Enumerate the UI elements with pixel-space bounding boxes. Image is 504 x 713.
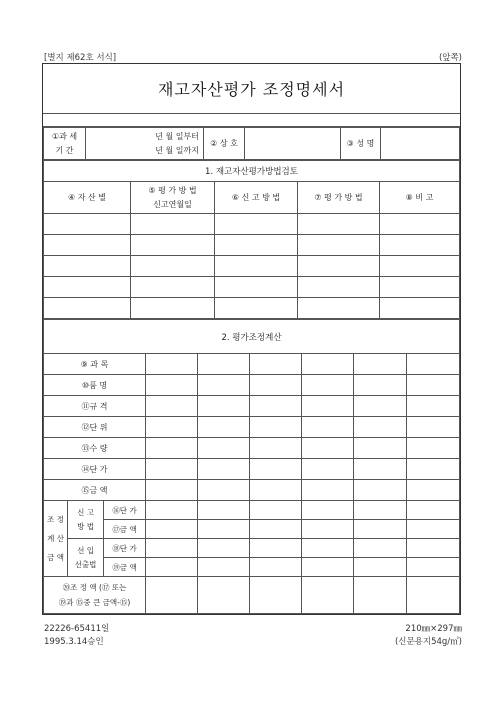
cell[interactable]: [146, 459, 198, 480]
cell[interactable]: [298, 256, 380, 277]
cell[interactable]: [250, 501, 302, 520]
col-method-date: [131, 182, 215, 214]
cell[interactable]: [198, 577, 250, 614]
cell[interactable]: [302, 459, 354, 480]
adjustment-amount-label: [44, 577, 146, 614]
cell[interactable]: [250, 375, 302, 396]
cell[interactable]: [354, 438, 407, 459]
row-item-name: ⑩품 명: [44, 375, 146, 396]
fifo-line2: 선출법: [74, 559, 97, 569]
adjust-label-line2: 계 산: [47, 534, 64, 543]
amount-a: ⑰금 액: [104, 520, 146, 539]
cell[interactable]: [354, 459, 407, 480]
cell[interactable]: [354, 417, 407, 438]
adjustment-line1: ⑳조 정 액 (⑰ 또는: [62, 583, 127, 592]
paper-size: 210㎜×297㎜: [405, 624, 462, 634]
cell[interactable]: [250, 558, 302, 577]
section1-title: 1. 재고자산평가방법검토: [44, 161, 460, 182]
period-label-line2: 기 간: [55, 145, 74, 155]
cell[interactable]: [298, 298, 380, 319]
cell[interactable]: [380, 277, 460, 298]
cell[interactable]: [380, 235, 460, 256]
cell[interactable]: [354, 501, 407, 520]
cell[interactable]: [354, 539, 407, 558]
section2-table: [43, 319, 460, 614]
row-amount: ⑮금 액: [44, 480, 146, 501]
adjust-label-line1: 조 정: [47, 515, 64, 524]
col-method-date-line2: 신고연월일: [153, 199, 192, 209]
cell[interactable]: [354, 558, 407, 577]
info-table: [43, 127, 460, 160]
paper-type: (신문용지54g/㎡): [394, 637, 462, 647]
cell[interactable]: [407, 438, 460, 459]
cell[interactable]: [354, 520, 407, 539]
adjust-label-line3: 금 액: [47, 553, 64, 562]
form-code: 22226-65411일: [44, 624, 110, 634]
cell[interactable]: [298, 235, 380, 256]
row-subject: ⑨ 과 목: [44, 354, 146, 375]
company-label: ② 상 호: [204, 128, 245, 160]
fifo-line1: 선 입: [77, 545, 94, 555]
col-method-date-line1: ⑤ 평 가 방 법: [148, 185, 197, 195]
cell[interactable]: [131, 214, 215, 235]
col-remarks: ⑧ 비 고: [380, 182, 460, 214]
cell[interactable]: [302, 354, 354, 375]
cell[interactable]: [131, 235, 215, 256]
name-label: ③ 성 명: [341, 128, 381, 160]
cell[interactable]: [250, 354, 302, 375]
section1-table: [43, 160, 460, 319]
cell[interactable]: [250, 577, 302, 614]
adjustment-line2: ⑲과 ⑮중 큰 금액-⑮): [58, 598, 131, 607]
cell[interactable]: [250, 438, 302, 459]
cell[interactable]: [407, 417, 460, 438]
declared-line1: 신 고: [77, 507, 94, 517]
cell[interactable]: [215, 214, 298, 235]
cell[interactable]: [407, 577, 460, 614]
cell[interactable]: [198, 459, 250, 480]
cell[interactable]: [146, 480, 198, 501]
col-valuation-method: ⑦ 평 가 방 법: [298, 182, 380, 214]
unit-price-a: ⑯단 가: [104, 501, 146, 520]
cell[interactable]: [302, 577, 354, 614]
cell[interactable]: [407, 539, 460, 558]
cell[interactable]: [146, 417, 198, 438]
cell[interactable]: [250, 539, 302, 558]
cell[interactable]: [146, 375, 198, 396]
unit-price-b: ⑱단 가: [104, 539, 146, 558]
row-unit: ⑫단 위: [44, 417, 146, 438]
declared-line2: 방 법: [77, 521, 94, 531]
cell[interactable]: [215, 256, 298, 277]
cell[interactable]: [250, 459, 302, 480]
cell[interactable]: [198, 375, 250, 396]
period-from: 년 월 일부터: [155, 131, 199, 141]
cell[interactable]: [44, 256, 131, 277]
cell[interactable]: [198, 520, 250, 539]
cell[interactable]: [407, 558, 460, 577]
cell[interactable]: [198, 354, 250, 375]
cell[interactable]: [250, 520, 302, 539]
period-field[interactable]: [86, 128, 204, 160]
amount-b: ⑲금 액: [104, 558, 146, 577]
declared-method-label: [68, 501, 104, 539]
cell[interactable]: [380, 214, 460, 235]
title-box: [43, 64, 460, 114]
section2-title: 2. 평가조정계산: [44, 320, 460, 354]
cell[interactable]: [146, 501, 198, 520]
cell[interactable]: [407, 459, 460, 480]
cell[interactable]: [146, 520, 198, 539]
period-label: [44, 128, 86, 160]
cell[interactable]: [407, 480, 460, 501]
cell[interactable]: [407, 501, 460, 520]
cell[interactable]: [198, 558, 250, 577]
cell[interactable]: [44, 235, 131, 256]
cell[interactable]: [380, 298, 460, 319]
cell[interactable]: [354, 375, 407, 396]
cell[interactable]: [407, 396, 460, 417]
cell[interactable]: [302, 501, 354, 520]
cell[interactable]: [302, 520, 354, 539]
period-to: 년 월 일까지: [155, 145, 199, 155]
cell[interactable]: [146, 354, 198, 375]
approval-date: 1995.3.14승인: [44, 637, 104, 647]
cell[interactable]: [146, 539, 198, 558]
adjust-label: [44, 501, 68, 577]
cell[interactable]: [131, 256, 215, 277]
cell[interactable]: [198, 438, 250, 459]
cell[interactable]: [354, 354, 407, 375]
cell[interactable]: [298, 277, 380, 298]
name-field[interactable]: [381, 128, 460, 160]
page-side-label: (앞쪽): [438, 53, 462, 63]
cell[interactable]: [407, 520, 460, 539]
cell[interactable]: [198, 501, 250, 520]
cell[interactable]: [302, 539, 354, 558]
col-asset: ④ 자 산 별: [44, 182, 131, 214]
cell[interactable]: [146, 558, 198, 577]
cell[interactable]: [302, 480, 354, 501]
cell[interactable]: [44, 214, 131, 235]
cell[interactable]: [146, 396, 198, 417]
cell[interactable]: [407, 375, 460, 396]
cell[interactable]: [354, 396, 407, 417]
form-number: [별지 제62호 서식]: [44, 53, 117, 63]
cell[interactable]: [215, 277, 298, 298]
period-label-line1: ①과 세: [51, 131, 78, 141]
cell[interactable]: [198, 417, 250, 438]
cell[interactable]: [250, 417, 302, 438]
cell[interactable]: [215, 235, 298, 256]
cell[interactable]: [354, 480, 407, 501]
col-declared-method: ⑥ 신 고 방 법: [215, 182, 298, 214]
cell[interactable]: [146, 577, 198, 614]
cell[interactable]: [302, 417, 354, 438]
form-title: 재고자산평가 조정명세서: [157, 80, 346, 99]
cell[interactable]: [131, 298, 215, 319]
cell[interactable]: [250, 480, 302, 501]
cell[interactable]: [302, 558, 354, 577]
cell[interactable]: [44, 277, 131, 298]
cell[interactable]: [198, 480, 250, 501]
row-spec: ⑪규 격: [44, 396, 146, 417]
cell[interactable]: [302, 375, 354, 396]
cell[interactable]: [250, 396, 302, 417]
row-quantity: ⑬수 량: [44, 438, 146, 459]
cell[interactable]: [380, 256, 460, 277]
cell[interactable]: [44, 298, 131, 319]
cell[interactable]: [146, 438, 198, 459]
cell[interactable]: [302, 438, 354, 459]
cell[interactable]: [407, 354, 460, 375]
spacer: [43, 114, 460, 127]
cell[interactable]: [131, 277, 215, 298]
company-field[interactable]: [245, 128, 341, 160]
cell[interactable]: [198, 539, 250, 558]
adjustment-form: [42, 63, 461, 615]
cell[interactable]: [215, 298, 298, 319]
cell[interactable]: [198, 396, 250, 417]
cell[interactable]: [354, 577, 407, 614]
cell[interactable]: [298, 214, 380, 235]
fifo-label: [68, 539, 104, 577]
row-unit-price: ⑭단 가: [44, 459, 146, 480]
cell[interactable]: [302, 396, 354, 417]
